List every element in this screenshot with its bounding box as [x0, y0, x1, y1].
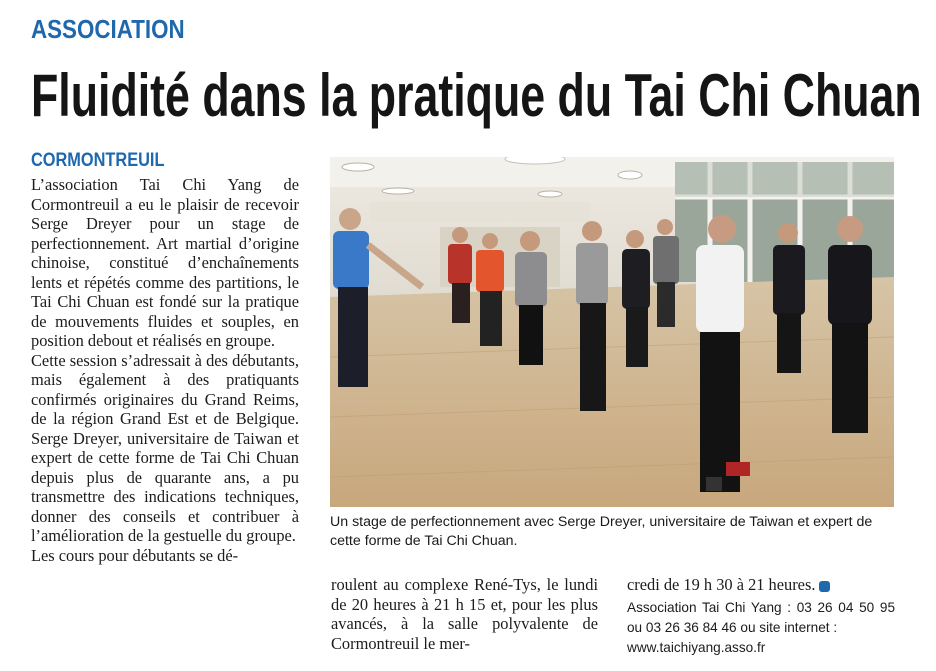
article-column-1 — [31, 175, 299, 565]
paragraph-1: L’association Tai Chi Yang de Cormontreuil a eu le plaisir de recevoir Serge Dreyer pour un stage de perfectionnement. Art martial d’origine chinoise, constitué d’enchaînements lents et répétés comme des partitions, le Tai Chi Chuan est fondé sur la pratique de mouvements fluides et souples, en position debout et réalisés en groupe. — [31, 175, 299, 350]
paragraph-2: Cette session s’adressait à des débutants, mais également à des pratiquants confirmés originaires du Grand Reims, de la région Grand Est et de Belgique. Serge Dreyer, universitaire de Taiwan et expert de cette forme de Tai Chi Chuan depuis plus de quarante ans, a pu transmettre des indications techniques, donner des conseils et contribuer à l’amélioration de la gestuelle du groupe. — [31, 350, 299, 545]
paragraph-5 — [627, 575, 895, 595]
contact-text: Association Tai Chi Yang : 03 26 04 50 95 ou 03 26 36 84 46 ou site internet : — [627, 600, 895, 635]
article-headline: Fluidité dans la pratique du Tai Chi Chuan — [31, 62, 922, 129]
photo-caption — [330, 513, 896, 551]
caption-text: Un stage de perfectionnement avec Serge Dreyer, universitaire de Taiwan et expert de cette forme de Tai Chi Chuan. — [330, 514, 873, 549]
article-column-2 — [331, 575, 598, 653]
contact-info — [627, 598, 895, 658]
paragraph-5-text: credi de 19 h 30 à 21 heures. — [627, 575, 816, 594]
tai-chi-group-photo — [330, 157, 894, 507]
paragraph-4: roulent au complexe René-Tys, le lundi de 20 heures à 21 h 15 et, pour les plus avancés, à la salle polyvalente de Cormontreuil le mer- — [331, 575, 598, 653]
article-column-3 — [627, 575, 895, 595]
article-photo — [330, 157, 894, 507]
section-rubric: ASSOCIATION — [31, 14, 185, 44]
end-of-article-square-icon — [819, 581, 830, 592]
website-link[interactable]: www.taichiyang.asso.fr — [627, 640, 766, 655]
location-kicker: CORMONTREUIL — [31, 150, 165, 171]
paragraph-3: Les cours pour débutants se dé- — [31, 545, 239, 565]
